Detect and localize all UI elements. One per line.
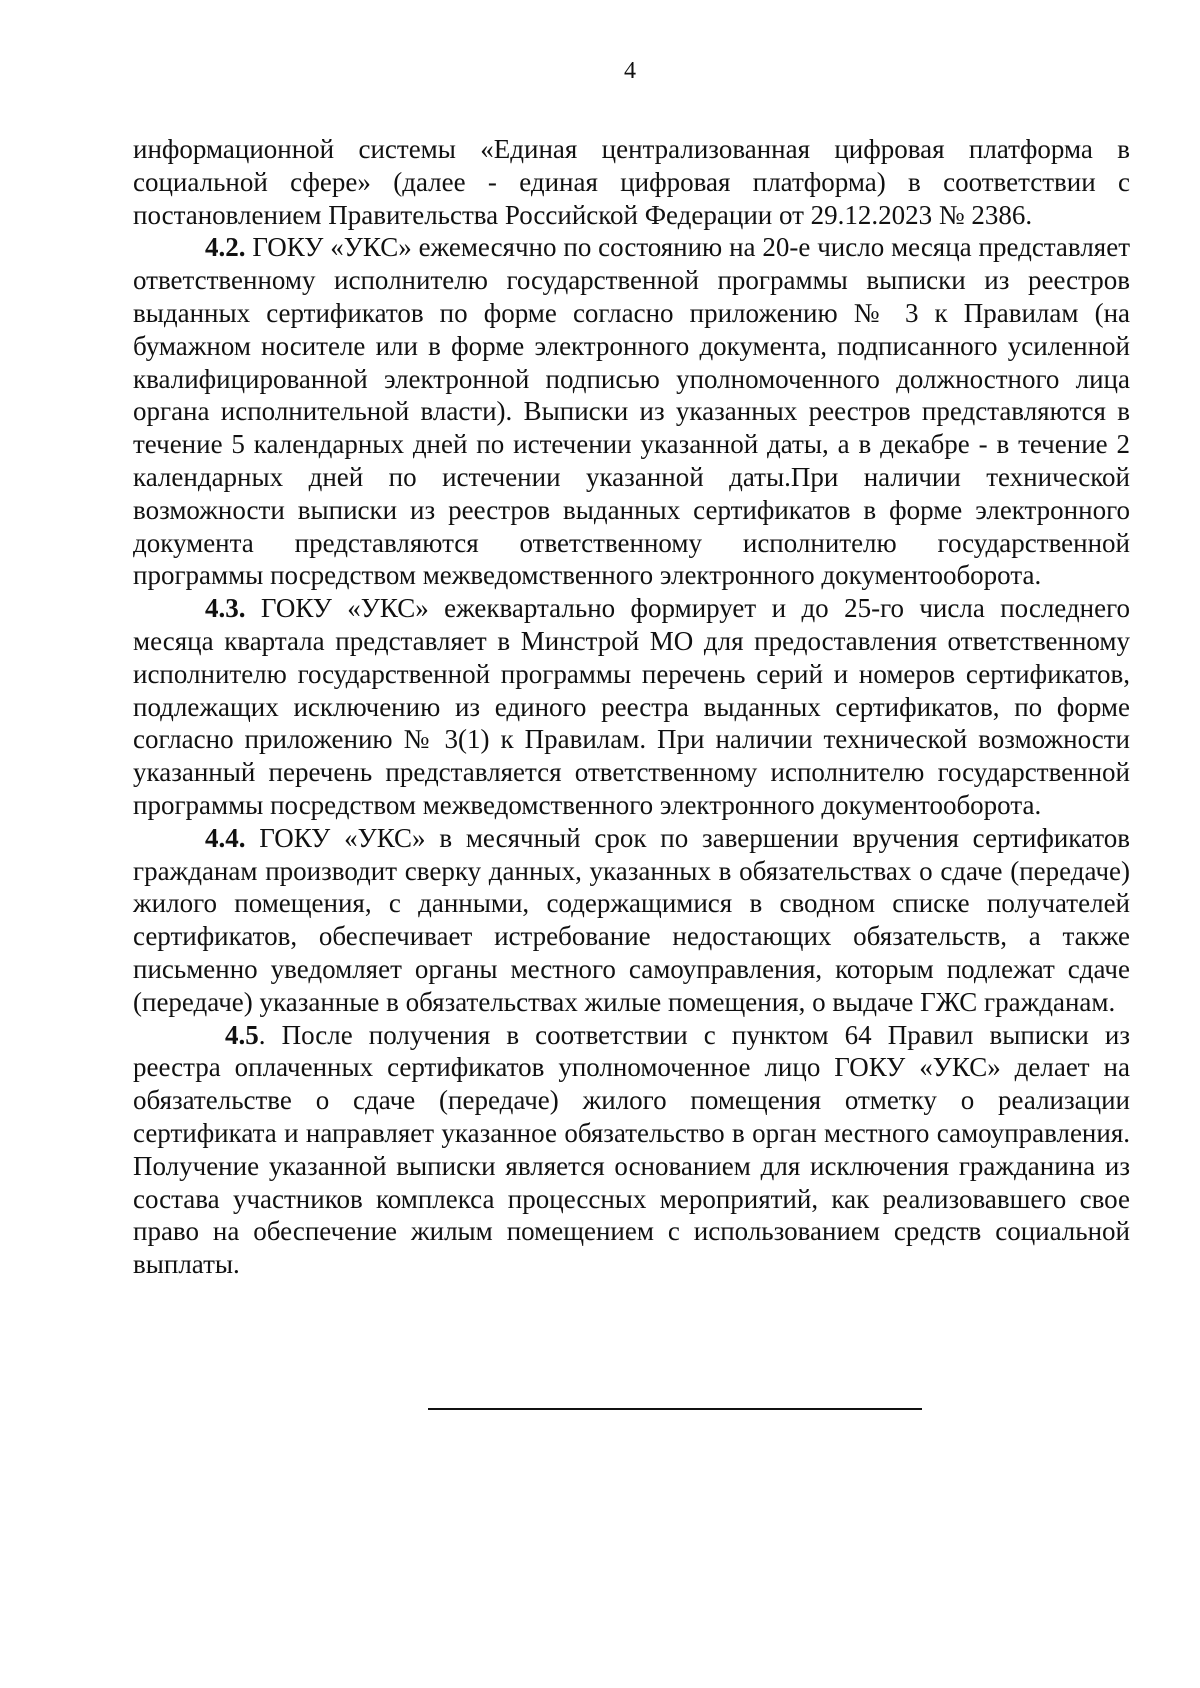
paragraph-text: . После получения в соответствии с пунктом 64 Правил выписки из реестра оплаченных сертификатов уполномоченное лицо ГОКУ «УКС» делает на обязательстве о сдаче (передаче) жилого помещения отметку о реализации сертификата и направляет указанное обязательство в орган местного самоуправления. Получение указанной выписки является основанием для исключения гражданина из состава участников комплекса процессных мероприятий, как реализовавшего свое право на обеспечение жилым помещением с использованием средств социальной выплаты. (133, 1019, 1130, 1280)
document-body (133, 133, 1130, 1281)
paragraph-number: 4.2. (205, 232, 246, 263)
paragraph-text: ГОКУ «УКС» ежеквартально формирует и до 25-го числа последнего месяца квартала представляет в Минстрой МО для предоставления ответственному исполнителю государственной программы перечень серий и номеров сертификатов, подлежащих исключению из единого реестра выданных сертификатов, по форме согласно приложению № 3(1) к Правилам. При наличии технической возможности указанный перечень представляется ответственному исполнителю государственной программы посредством межведомственного электронного документооборота. (133, 593, 1130, 820)
paragraph-4-5 (133, 1019, 1130, 1281)
paragraph-4-3 (133, 592, 1130, 822)
paragraph-text: ГОКУ «УКС» ежемесячно по состоянию на 20-е число месяца представляет ответственному исполнителю государственной программы выписки из реестров выданных сертификатов по форме согласно приложению № 3 к Правилам (на бумажном носителе или в форме электронного документа, подписанного усиленной квалифицированной электронной подписью уполномоченного должностного лица органа исполнительной власти). Выписки из указанных реестров представляются в течение 5 календарных дней по истечении указанной даты, а в декабре - в течение 2 календарных дней по истечении указанной даты.При наличии технической возможности выписки из реестров выданных сертификатов в форме электронного документа представляются ответственному исполнителю государственной программы посредством межведомственного электронного документооборота. (133, 232, 1130, 591)
page-number: 4 (624, 58, 636, 84)
paragraph-4-2 (133, 231, 1130, 592)
paragraph-number: 4.3. (205, 593, 246, 624)
end-of-document-rule (428, 1408, 922, 1410)
paragraph-4-4 (133, 822, 1130, 1019)
paragraph-text: ГОКУ «УКС» в месячный срок по завершении вручения сертификатов гражданам производит сверку данных, указанных в обязательствах о сдаче (передаче) жилого помещения, с данными, содержащимися в сводном списке получателей сертификатов, обеспечивает истребование недостающих обязательств, а также письменно уведомляет органы местного самоуправления, которым подлежат сдаче (передаче) указанные в обязательствах жилые помещения, о выдаче ГЖС гражданам. (133, 822, 1130, 1017)
paragraph-number: 4.4. (205, 822, 246, 853)
continuation-paragraph: информационной системы «Единая централизованная цифровая платформа в социальной сфере» (далее - единая цифровая платформа) в соответствии с постановлением Правительства Российской Федерации от 29.12.2023 № 2386. (133, 134, 1130, 230)
paragraph-number: 4.5 (225, 1019, 259, 1050)
